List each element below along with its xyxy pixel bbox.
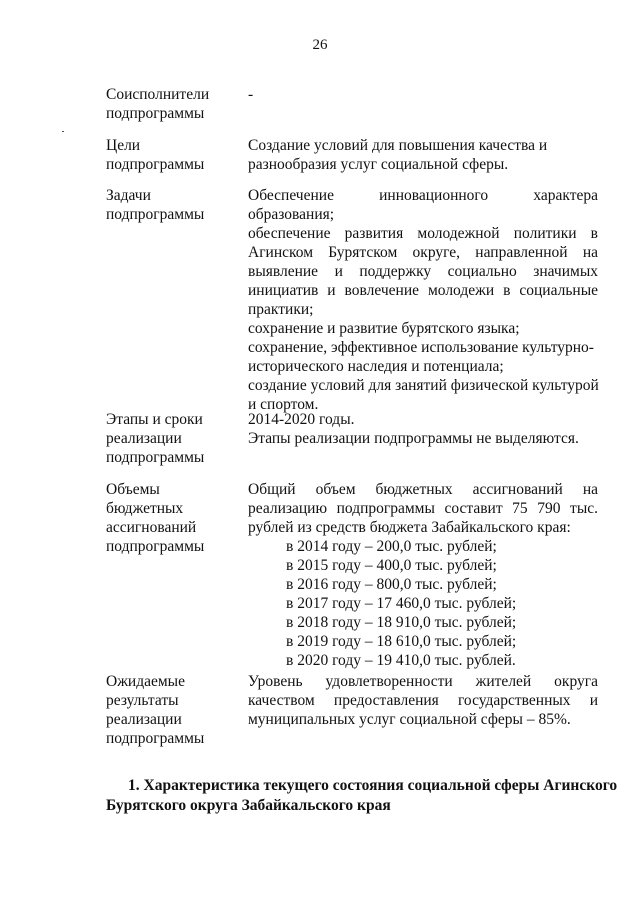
section-heading: 1. Характеристика текущего состояния социальной сферы Агинского Бурятского округа Забайкальского края [106,777,618,814]
page-number: 26 [312,37,328,53]
row-value: Создание условий для повышения качества и разнообразия услуг социальной сферы. [248,137,548,173]
budget-year-item: в 2018 году – 18 910,0 тыс. рублей; [286,614,517,631]
row-label: Цели подпрограммы [106,137,205,173]
budget-year-item: в 2020 году – 19 410,0 тыс. рублей. [286,652,516,669]
budget-year-item: в 2019 году – 18 610,0 тыс. рублей; [286,633,517,650]
budget-year-item: в 2015 году – 400,0 тыс. рублей; [286,557,497,574]
row-label: Объемы бюджетных ассигнований подпрограммы [106,481,205,555]
row-label: Этапы и сроки реализации подпрограммы [106,411,205,466]
row-value: - [248,86,254,103]
budget-year-item: в 2014 году – 200,0 тыс. рублей; [286,538,497,555]
budget-year-item: в 2016 году – 800,0 тыс. рублей; [286,576,497,593]
row-value: Обеспечение инновационного характера образования; обеспечение развития молодежной политики в Агинском Бурятском округе, направленной на выявление и поддержку социально значимых инициатив и вовлечение молодежи в социальные практики; сохранение и развитие бурятского языка; сохранение, эффективное использование культурно- исторического наследия и потенциала; создание условий для занятий физической культурой и спортом. [248,187,599,413]
row-value: Уровень удовлетворенности жителей округа качеством предоставления государственных и муниципальных услуг социальной сферы – 85%. [248,673,598,728]
row-value: 2014-2020 годы. Этапы реализации подпрограммы не выделяются. [248,411,579,447]
budget-year-item: в 2017 году – 17 460,0 тыс. рублей; [286,595,517,612]
row-value: Общий объем бюджетных ассигнований на реализацию подпрограммы составит 75 790 тыс. рублей из средств бюджета Забайкальского края: в 2014 году – 200,0 тыс. рублей; в 2015 году – 400,0 тыс. рублей; в 2016 году – 800,0 тыс. рублей; в 2017 году – 17 460,0 тыс. рублей; в 2018 году – 18 910,0 тыс. рублей; в 2019 году – 18 610,0 тыс. рублей; в 2020 году – 19 410,0 тыс. рублей. [248,481,598,669]
row-label: Задачи подпрограммы [106,187,205,223]
scan-artifact [62,131,64,132]
row-label: Ожидаемые результаты реализации подпрограммы [106,673,205,747]
row-label: Соисполнители подпрограммы [106,86,210,122]
